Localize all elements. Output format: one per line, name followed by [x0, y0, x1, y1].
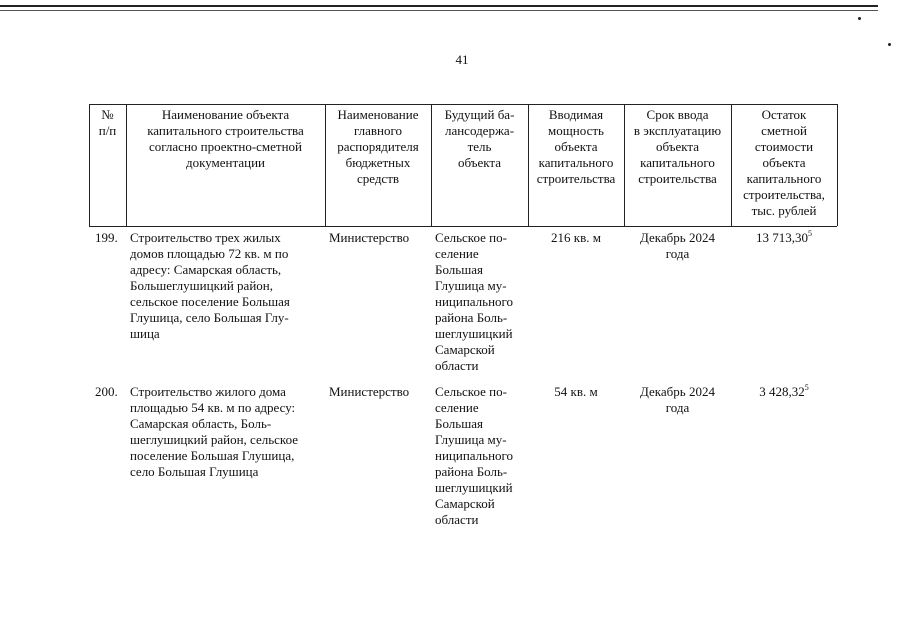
object-name-line: Глушица, село Большая Глу-	[130, 310, 289, 325]
footnote-marker: 5	[808, 229, 812, 238]
future-holder-line: Самарской	[435, 342, 495, 357]
remaining-cost	[731, 230, 837, 246]
row-number: 199.	[95, 230, 118, 245]
future-holder-line: Самарской	[435, 496, 495, 511]
object-name	[130, 230, 290, 342]
header-line: капитального	[640, 155, 715, 170]
future-holder-line: района Боль-	[435, 310, 508, 325]
header-line: капитального	[746, 171, 822, 186]
column-divider	[837, 104, 838, 226]
header-line: документации	[185, 155, 265, 170]
object-name-line: шица	[130, 326, 160, 341]
future-holder-line: Большая	[435, 262, 483, 277]
header-line: распорядителя	[337, 139, 419, 154]
header-line: строительства	[536, 171, 616, 186]
object-name-line: шеглушицкий район, сельское	[130, 432, 298, 447]
row-number: 200.	[95, 384, 118, 399]
header-line: лансодержа-	[444, 123, 515, 138]
header-line: Наименование объекта	[161, 107, 290, 122]
scan-speck	[888, 43, 891, 46]
header-capacity	[528, 107, 624, 187]
header-line: Будущий ба-	[444, 107, 515, 122]
header-line: №	[101, 107, 114, 122]
header-line: Остаток	[761, 107, 807, 122]
header-remaining-cost	[731, 107, 837, 219]
cost-value: 13 713,30	[756, 230, 808, 245]
object-name-line: Строительство жилого дома	[130, 384, 286, 399]
future-holder-line: Сельское по-	[435, 384, 507, 399]
header-number	[89, 107, 126, 139]
cost-value: 3 428,32	[759, 384, 805, 399]
object-name-line: поселение Большая Глушица,	[130, 448, 295, 463]
header-line: п/п	[98, 123, 117, 138]
future-holder	[435, 384, 513, 528]
header-line: объекта	[655, 139, 700, 154]
header-line: в эксплуатацию	[633, 123, 722, 138]
future-holder-line: Глушица му-	[435, 432, 507, 447]
page-number: 41	[455, 52, 469, 67]
header-line: капитального строительства	[147, 123, 304, 138]
object-name-line: сельское поселение Большая	[130, 294, 290, 309]
header-budget-manager	[325, 107, 431, 187]
commissioning-term	[624, 384, 731, 416]
future-holder-line: селение	[435, 400, 479, 415]
term-line: года	[665, 246, 690, 261]
top-border-line	[0, 5, 878, 7]
header-line: сметной	[761, 123, 807, 138]
object-name	[130, 384, 298, 480]
header-line: согласно проектно-сметной	[148, 139, 303, 154]
object-name-line: село Большая Глушица	[130, 464, 259, 479]
table-header-bottom-border	[89, 226, 837, 227]
capacity: 54 кв. м	[554, 384, 598, 399]
object-name-line: Большеглушицкий район,	[130, 278, 273, 293]
capacity: 216 кв. м	[551, 230, 601, 245]
future-holder-line: шеглушицкий	[435, 480, 513, 495]
object-name-line: адресу: Самарская область,	[130, 262, 282, 277]
budget-manager: Министерство	[329, 230, 410, 245]
object-name-line: домов площадью 72 кв. м по	[130, 246, 289, 261]
header-line: тыс. рублей	[751, 203, 817, 218]
footnote-marker: 5	[804, 383, 809, 392]
object-name-line: Строительство трех жилых	[130, 230, 281, 245]
header-line: Вводимая	[548, 107, 604, 122]
scan-speck	[858, 17, 861, 20]
header-line: тель	[467, 139, 492, 154]
budget-manager: Министерство	[329, 384, 410, 399]
header-line: главного	[353, 123, 403, 138]
top-border-line	[0, 10, 878, 11]
future-holder-line: области	[435, 358, 479, 373]
header-line: мощность	[548, 123, 604, 138]
header-commissioning-term	[624, 107, 731, 187]
object-name-line: площадью 54 кв. м по адресу:	[130, 400, 296, 415]
future-holder-line: шеглушицкий	[435, 326, 513, 341]
future-holder-line: ниципального	[435, 294, 514, 309]
header-line: строительства	[638, 171, 717, 186]
header-line: капитального	[538, 155, 614, 170]
future-holder-line: селение	[435, 246, 479, 261]
header-line: Срок ввода	[646, 107, 709, 122]
header-line: средств	[356, 171, 400, 186]
future-holder	[435, 230, 513, 374]
remaining-cost	[731, 384, 837, 400]
header-future-holder	[431, 107, 528, 171]
header-line: бюджетных	[345, 155, 411, 170]
term-line: Декабрь 2024	[640, 230, 715, 245]
term-line: года	[665, 400, 690, 415]
commissioning-term	[624, 230, 731, 262]
future-holder-line: Большая	[435, 416, 483, 431]
header-line: объекта	[762, 155, 806, 170]
future-holder-line: района Боль-	[435, 464, 508, 479]
object-name-line: Самарская область, Боль-	[130, 416, 272, 431]
future-holder-line: области	[435, 512, 479, 527]
future-holder-line: Глушица му-	[435, 278, 507, 293]
future-holder-line: Сельское по-	[435, 230, 507, 245]
header-object-name	[126, 107, 325, 171]
term-line: Декабрь 2024	[640, 384, 715, 399]
header-line: стоимости	[754, 139, 814, 154]
header-line: строительства,	[743, 187, 825, 202]
header-line: Наименование	[337, 107, 419, 122]
future-holder-line: ниципального	[435, 448, 514, 463]
table-top-border	[89, 104, 837, 105]
header-line: объекта	[554, 139, 598, 154]
header-line: объекта	[457, 155, 502, 170]
